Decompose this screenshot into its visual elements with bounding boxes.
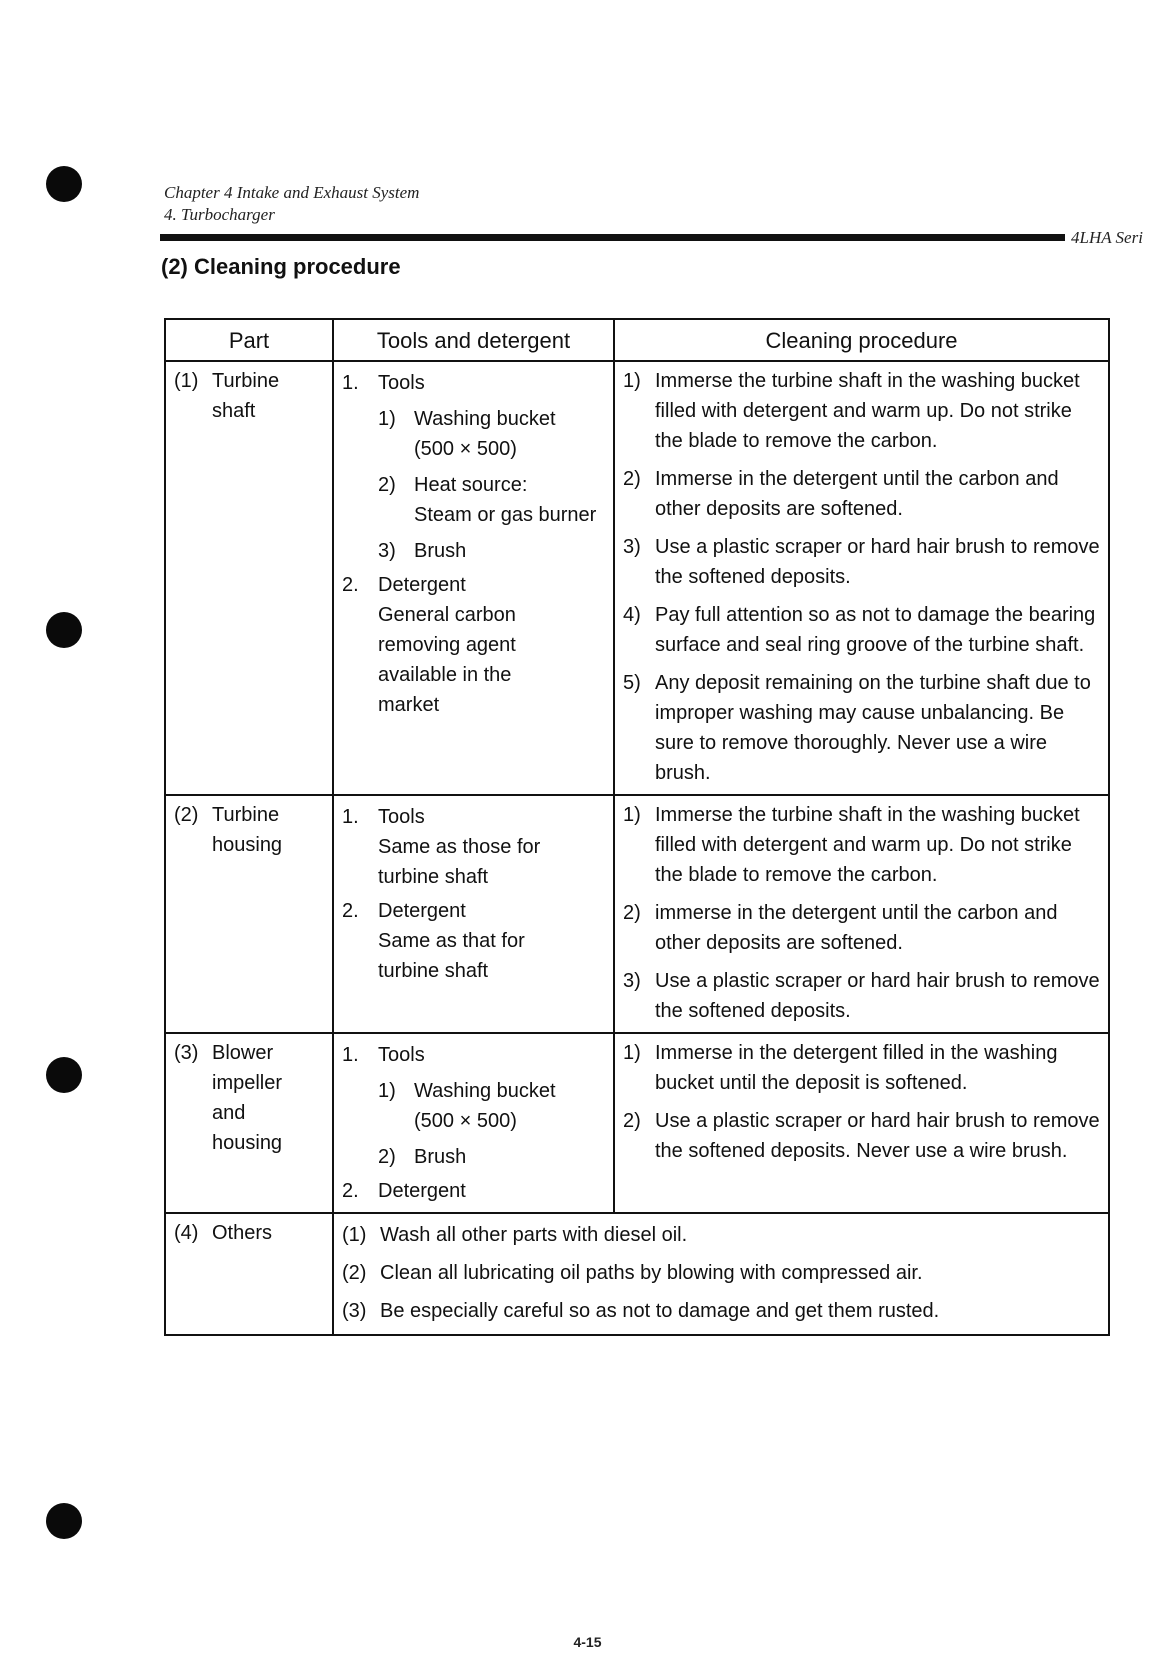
step-number: 2) [623,902,641,924]
tool-item-text: Brush [414,1146,467,1168]
column-header-part: Part [165,319,333,361]
step-number: 1) [623,370,641,392]
tool-group-number: 2. [342,900,359,922]
part-label [174,366,324,426]
page-number: 4-15 [573,1634,602,1650]
procedure-step [623,1106,1100,1166]
tool-item-text: Heat source: Steam or gas burner [414,474,597,526]
part-name: Turbine housing [212,804,283,856]
table-body [165,361,1109,1335]
procedure-cell [614,1033,1109,1213]
tool-item [378,404,605,464]
step-text: Pay full attention so as not to damage the bearing surface and seal ring groove of the turbine shaft. [655,604,1096,656]
tools-cell [333,1033,614,1213]
tool-item [378,470,605,530]
series-label: 4LHA Seri [1071,228,1143,247]
punch-hole-2 [46,612,82,648]
tool-group-number: 2. [342,1180,359,1202]
step-number: 5) [623,672,641,694]
tool-item-number: 1) [378,1080,396,1102]
tool-group-label: Tools [378,806,425,828]
others-item [342,1296,1100,1326]
section-heading: (2) Cleaning procedure [161,254,401,279]
step-text: Use a plastic scraper or hard hair brush to remove the softened deposits. Never use a wire brush. [655,1110,1100,1162]
tool-group-number: 2. [342,574,359,596]
others-item-text: Be especially careful so as not to damage and get them rusted. [380,1300,940,1322]
procedure-cell [614,795,1109,1033]
procedure-step [623,898,1100,958]
tool-group [342,802,605,892]
cleaning-procedure-table [164,318,1110,1336]
others-item-number: (2) [342,1262,367,1284]
punch-hole-3 [46,1057,82,1093]
chapter-title: Chapter 4 Intake and Exhaust System [164,183,420,202]
step-text: Immerse in the detergent filled in the washing bucket until the deposit is softened. [655,1042,1058,1094]
tool-group-label: Detergent [378,1180,466,1202]
part-label [174,1038,324,1158]
part-number: (2) [174,804,199,826]
part-number: (4) [174,1222,199,1244]
step-text: Immerse the turbine shaft in the washing bucket filled with detergent and warm up. Do not strike the blade to remove the carbon. [655,370,1080,452]
tool-item-number: 2) [378,474,396,496]
step-text: Immerse the turbine shaft in the washing bucket filled with detergent and warm up. Do not strike the blade to remove the carbon. [655,804,1080,886]
part-cell [165,795,333,1033]
tool-item [378,536,605,566]
tool-group-body [378,1040,605,1172]
others-item [342,1220,1100,1250]
tool-group-number: 1. [342,1044,359,1066]
part-cell [165,361,333,795]
part-cell [165,1033,333,1213]
procedure-step [623,464,1100,524]
table-row [165,795,1109,1033]
procedure-step [623,1038,1100,1098]
procedure-step [623,668,1100,788]
step-number: 3) [623,970,641,992]
others-cell [333,1213,1109,1335]
tool-group [342,1040,605,1172]
tool-group-number: 1. [342,806,359,828]
table-header-row [165,319,1109,361]
others-item-text: Clean all lubricating oil paths by blowing with compressed air. [380,1262,923,1284]
procedure-step [623,800,1100,890]
tool-group-label: Tools [378,1044,425,1066]
column-header-tools: Tools and detergent [333,319,614,361]
punch-hole-1 [46,166,82,202]
procedure-step [623,532,1100,592]
tool-group [342,570,605,720]
step-number: 3) [623,536,641,558]
tool-group-description: Same as those for turbine shaft [378,836,541,888]
step-number: 4) [623,604,641,626]
step-number: 2) [623,468,641,490]
tools-cell [333,795,614,1033]
table-row [165,1033,1109,1213]
tool-group [342,1176,605,1206]
tools-cell [333,361,614,795]
punch-hole-4 [46,1503,82,1539]
tool-group-label: Tools [378,372,425,394]
step-text: Use a plastic scraper or hard hair brush to remove the softened deposits. [655,536,1100,588]
step-text: immerse in the detergent until the carbon and other deposits are softened. [655,902,1058,954]
procedure-step [623,600,1100,660]
others-item-number: (3) [342,1300,367,1322]
part-number: (3) [174,1042,199,1064]
tool-item [378,1076,605,1136]
column-header-procedure: Cleaning procedure [614,319,1109,361]
part-cell [165,1213,333,1335]
part-name: Turbine shaft [212,370,280,422]
table-row-others [165,1213,1109,1335]
tool-group [342,896,605,986]
part-number: (1) [174,370,199,392]
others-item [342,1258,1100,1288]
tool-item-number: 1) [378,408,396,430]
tool-group-body [378,570,605,720]
tool-group-body [378,896,605,986]
step-number: 2) [623,1110,641,1132]
part-label [174,1218,324,1248]
procedure-step [623,366,1100,456]
tool-item [378,1142,605,1172]
others-item-text: Wash all other parts with diesel oil. [380,1224,688,1246]
tool-item-number: 2) [378,1146,396,1168]
tool-group-description: General carbon removing agent available in the market [378,604,516,716]
tool-group-description: Same as that for turbine shaft [378,930,525,982]
tool-item-number: 3) [378,540,396,562]
tool-group-body [378,802,605,892]
tool-group-label: Detergent [378,574,466,596]
step-text: Use a plastic scraper or hard hair brush to remove the softened deposits. [655,970,1100,1022]
table-row [165,361,1109,795]
step-text: Immerse in the detergent until the carbon and other deposits are softened. [655,468,1059,520]
part-label [174,800,324,860]
step-number: 1) [623,804,641,826]
tool-item-text: Washing bucket (500 × 500) [414,408,556,460]
tool-group-body [378,368,605,566]
step-text: Any deposit remaining on the turbine shaft due to improper washing may cause unbalancing. Be sure to remove thoroughly. Never use a wire brush. [655,672,1091,784]
tool-group-number: 1. [342,372,359,394]
tool-item-text: Washing bucket (500 × 500) [414,1080,556,1132]
part-name: Others [212,1222,273,1244]
others-item-number: (1) [342,1224,367,1246]
procedure-cell [614,361,1109,795]
part-name: Blower impeller and housing [212,1042,283,1154]
section-subtitle: 4. Turbocharger [164,205,275,224]
tool-item-text: Brush [414,540,467,562]
running-header [164,182,419,226]
tool-group-label: Detergent [378,900,466,922]
step-number: 1) [623,1042,641,1064]
header-rule [160,234,1065,241]
procedure-step [623,966,1100,1026]
tool-group-body [378,1176,605,1206]
tool-group [342,368,605,566]
